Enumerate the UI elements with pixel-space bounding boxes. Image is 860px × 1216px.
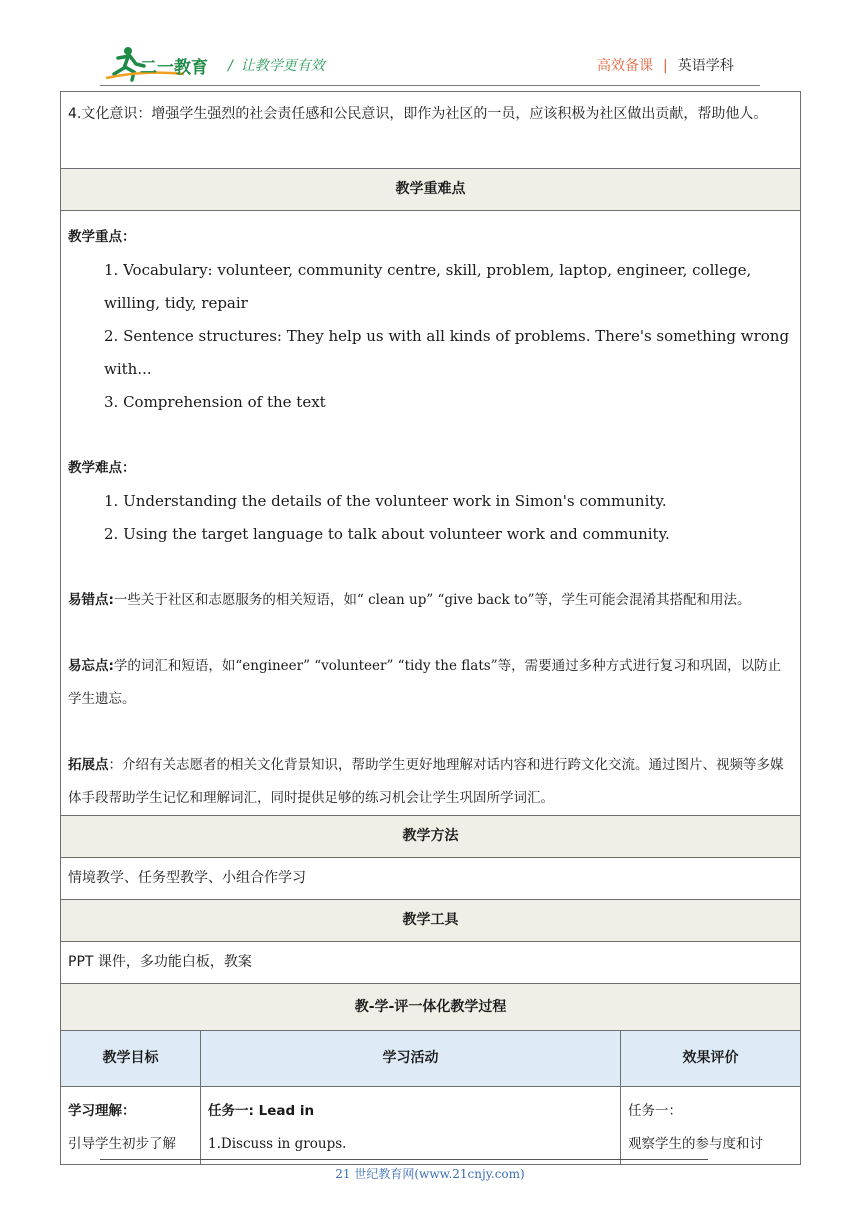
eval-text: 观察学生的参与度和讨 (628, 1136, 763, 1152)
easy-forget-phrases: “engineer” “volunteer” “tidy the flats” (235, 658, 498, 674)
focus-label: 教学重点： (68, 229, 136, 245)
easy-forget-text-2: 等，需要通过多种方式进行复习和巩固，以防止学生遗忘。 (68, 658, 782, 707)
lesson-plan-table (60, 91, 801, 1165)
process-column-header-row (61, 1031, 801, 1087)
culture-objective-row (61, 92, 801, 169)
easy-forget-text-1: 学的词汇和短语，如 (113, 658, 236, 674)
key-points-header-row (61, 169, 801, 211)
activity-cell (201, 1087, 621, 1165)
goal-text: 引导学生初步了解 (68, 1136, 176, 1152)
slogan: / 让教学更有效 (228, 58, 325, 74)
extension-text: ：介绍有关志愿者的相关文化背景知识，帮助学生更好地理解对话内容和进行跨文化交流。通过图片、视频等多媒体手段帮助学生记忆和理解词汇，同时提供足够的练习机会让学生巩固所学词汇。 (68, 757, 784, 806)
col-teaching-goal: 教学目标 (61, 1031, 201, 1087)
tools-title: 教学工具 (61, 900, 801, 942)
col-effect-evaluation: 效果评价 (621, 1031, 801, 1087)
easy-forget-paragraph (68, 650, 793, 716)
header-separator: | (663, 58, 668, 74)
culture-objective-text: 4.文化意识：增强学生强烈的社会责任感和公民意识，即作为社区的一员，应该积极为社区做出贡献，帮助他人。 (61, 92, 801, 169)
extension-label: 拓展点 (68, 757, 109, 773)
process-header-row (61, 984, 801, 1031)
spacer (68, 551, 793, 584)
process-row-1 (61, 1087, 801, 1165)
methods-body-row (61, 858, 801, 900)
goal-cell (61, 1087, 201, 1165)
extension-paragraph (68, 749, 793, 815)
goal-label: 学习理解： (68, 1103, 136, 1119)
eval-task-title: 任务一： (628, 1103, 682, 1119)
col-learning-activity: 学习活动 (201, 1031, 621, 1087)
page-header (0, 0, 860, 90)
logo-text: 二一教育 (140, 58, 208, 78)
footer-source: 21 世纪教育网(www.21cnjy.com) (335, 1167, 525, 1181)
process-title: 教-学-评一体化教学过程 (61, 984, 801, 1031)
spacer (68, 617, 793, 650)
easy-forget-label: 易忘点: (68, 658, 114, 674)
tools-header-row (61, 900, 801, 942)
spacer (68, 716, 793, 749)
header-subject-area (597, 55, 734, 75)
error-prone-text-1: 一些关于社区和志愿服务的相关短语，如 (113, 592, 357, 608)
key-points-title: 教学重难点 (61, 169, 801, 211)
methods-header-row (61, 816, 801, 858)
methods-text: 情境教学、任务型教学、小组合作学习 (61, 858, 801, 900)
error-prone-paragraph (68, 584, 793, 617)
task-one-title: 任务一: Lead in (208, 1103, 315, 1119)
error-prone-label: 易错点: (68, 592, 114, 608)
spacer (68, 419, 793, 452)
difficulty-item-2: 2. Using the target language to talk about volunteer work and community. (104, 525, 670, 543)
subject-label: 英语学科 (677, 58, 734, 74)
task-one-step: 1.Discuss in groups. (208, 1136, 347, 1152)
footer-divider (100, 1159, 708, 1160)
slogan-text: 让教学更有效 (240, 58, 325, 74)
key-points-body (61, 211, 801, 816)
error-prone-phrases: “ clean up” “give back to” (356, 592, 535, 608)
error-prone-text-2: 等，学生可能会混淆其搭配和用法。 (534, 592, 751, 608)
key-points-body-row (61, 211, 801, 816)
difficulty-item-1: 1. Understanding the details of the volunteer work in Simon's community. (104, 492, 667, 510)
focus-item-1: 1. Vocabulary: volunteer, community centre, skill, problem, laptop, engineer, college, willing, tidy, repair (104, 261, 752, 312)
efficient-prep-label: 高效备课 (597, 58, 653, 74)
tools-body-row (61, 942, 801, 984)
focus-item-3: 3. Comprehension of the text (104, 393, 326, 411)
header-divider (100, 85, 760, 86)
tools-text: PPT 课件，多功能白板，教案 (61, 942, 801, 984)
methods-title: 教学方法 (61, 816, 801, 858)
difficulty-label: 教学难点： (68, 460, 136, 476)
focus-item-2: 2. Sentence structures: They help us with all kinds of problems. There's something wrong with... (104, 327, 790, 378)
evaluation-cell (621, 1087, 801, 1165)
